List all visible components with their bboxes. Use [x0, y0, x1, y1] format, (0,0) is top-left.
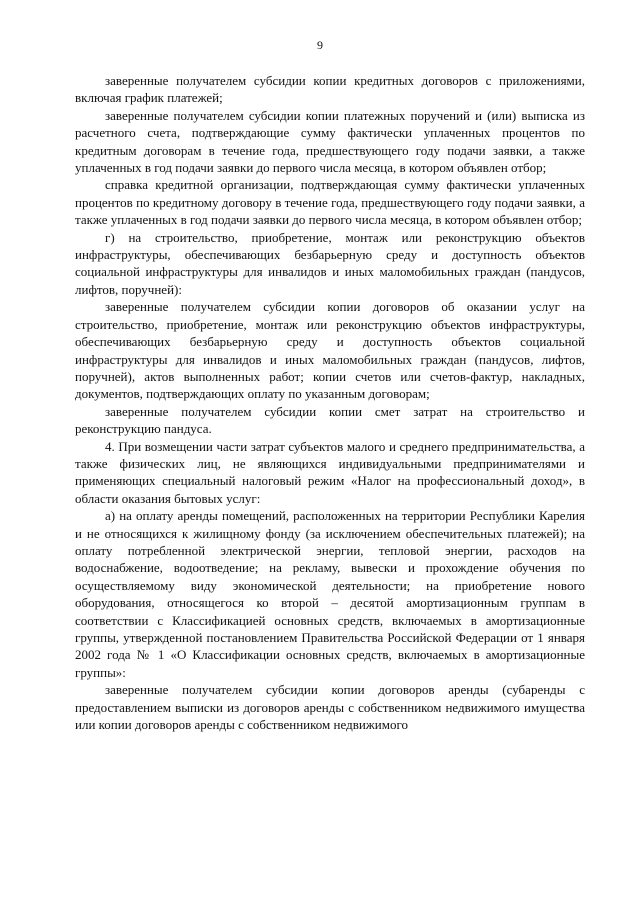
- paragraph: заверенные получателем субсидии копии платежных поручений и (или) выписка из расчетного счета, подтверждающие сумму фактически уплаченных процентов по кредитным договорам в течение года, предшествующего году подачи заявки, а также уплаченных в год подачи заявки до первого числа месяца, в котором объявлен отбор;: [75, 107, 585, 176]
- paragraph: заверенные получателем субсидии копии кредитных договоров с приложениями, включая график платежей;: [75, 73, 585, 106]
- document-body: [75, 72, 585, 733]
- paragraph: 4. При возмещении части затрат субъектов малого и среднего предпринимательства, а также физических лиц, не являющихся индивидуальными предпринимателями и применяющих специальный налоговый режим «Налог на профессиональный доход», в области оказания бытовых услуг:: [75, 438, 585, 506]
- page-number: 9: [317, 38, 323, 52]
- paragraph: справка кредитной организации, подтверждающая сумму фактически уплаченных процентов по кредитному договору в течение года, предшествующего году подачи заявки, а также уплаченных в год подачи заявки до первого числа месяца, в котором объявлен отбор;: [75, 177, 585, 228]
- paragraph: г) на строительство, приобретение, монтаж или реконструкцию объектов инфраструктуры, обеспечивающих безбарьерную среду и доступность объектов социальной инфраструктуры для инвалидов и иных маломобильных граждан (пандусов, лифтов, поручней):: [75, 229, 585, 297]
- paragraph: заверенные получателем субсидии копии договоров об оказании услуг на строительство, приобретение, монтаж или реконструкцию объектов инфраструктуры, обеспечивающих безбарьерную среду и доступность объектов социальной инфраструктуры для инвалидов и иных маломобильных граждан (пандусов, лифтов, поручней), актов выполненных работ; копии счетов или счетов-фактур, накладных, документов, подтверждающих оплату по указанным договорам;: [75, 299, 585, 402]
- paragraph: а) на оплату аренды помещений, расположенных на территории Республики Карелия и не относящихся к жилищному фонду (за исключением обеспечительных платежей); на оплату потребленной электрической энергии, тепловой энергии, расходов на водоснабжение, водоотведение; на рекламу, вывески и прохождение обучения по осуществляемому виду экономической деятельности; на приобретение нового оборудования, относящегося ко второй – десятой амортизационным группам в соответствии с Классификацией основных средств, включаемых в амортизационные группы, утвержденной постановлением Правительства Российской Федерации от 1 января 2002 года № 1 «О Классификации основных средств, включаемых в амортизационные группы»:: [75, 508, 585, 680]
- paragraph: заверенные получателем субсидии копии договоров аренды (субаренды с предоставлением выписки из договоров аренды с собственником недвижимого имущества или копии договоров аренды с собственником недвижимого: [75, 682, 585, 733]
- paragraph: заверенные получателем субсидии копии смет затрат на строительство и реконструкцию пандуса.: [75, 403, 585, 437]
